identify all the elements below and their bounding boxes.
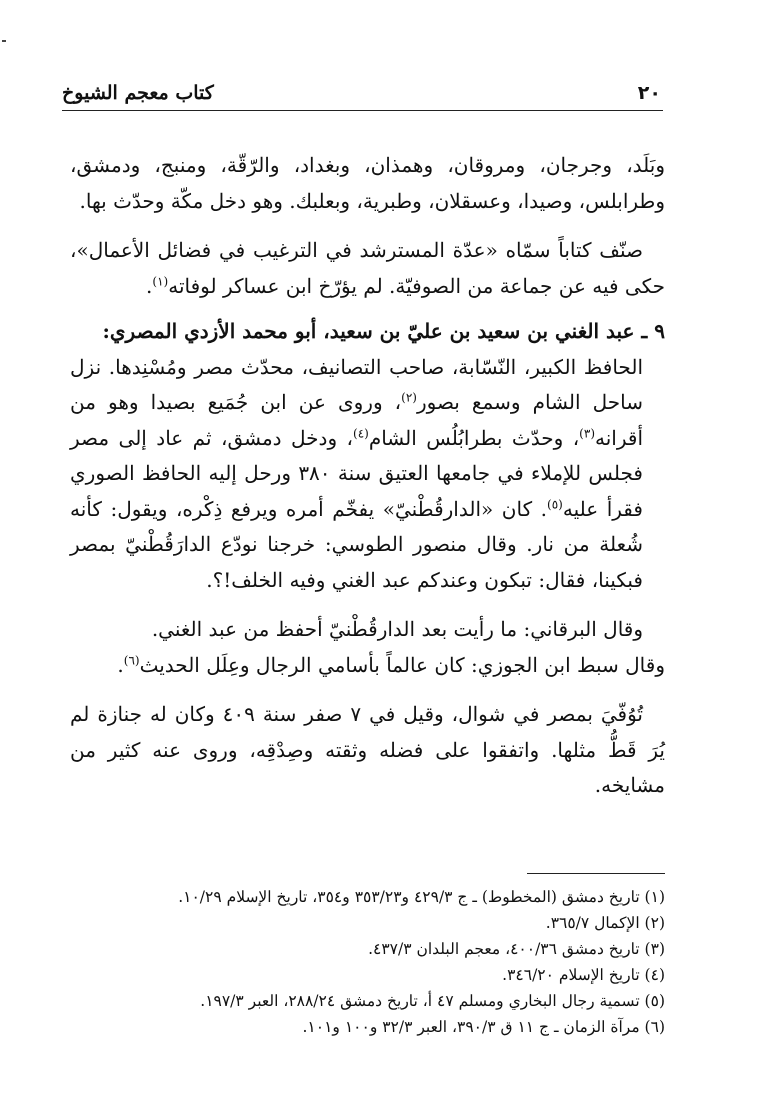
footnote-ref: (٢) <box>401 390 417 405</box>
footnote: (١) تاريخ دمشق (المخطوط) ـ ج ٤٢٩/٣ و٣٥٣/٢٣ و٣٥٤، تاريخ الإسلام ١٠/٢٩. <box>178 888 665 906</box>
paragraph-book: صنّف كتاباً سمّاه «عدّة المسترشد في الترغيب في فضائل الأعمال»، حكى فيه عن جماعة من الصوفيّة. لم يؤرّخ ابن عساكر لوفاته$^{(١)}$. <box>70 238 665 298</box>
bio-text-e: . كان «الدارقُطْنيّ» يفخّم أمره ويرفع ذِكْره، ويقول: كأنه شُعلة من نار. وقال منصور الطوسي: خرجنا نودّع الدارَقُطْنيّ بمصر فبكينا، فقال: تبكون وعندكم عبد الغني وفيه الخلف!؟. <box>70 496 643 592</box>
paragraph-death: تُوُفّيَ بمصر في شوال، وقيل في ٧ صفر سنة ٤٠٩ وكان له جنازة لم يُرَ قَطُّ مثلها. واتفقوا على فضله وثقته وصِدْقِه، وروى عنه كثير من مشايخه. <box>70 702 665 797</box>
bio-text-b: ، وروى عن ابن جُمَيع بصيدا وهو من أقرانه <box>70 390 643 450</box>
paragraph-barqani: وقال البرقاني: ما رأيت بعد الدارقُطْنيّ أحفظ من عبد الغني. <box>151 617 643 641</box>
footnote: (٣) تاريخ دمشق ٤٠٠/٣٦، معجم البلدان ٤٣٧/٣. <box>368 940 665 958</box>
footnote: (٤) تاريخ الإسلام ٣٤٦/٢٠. <box>502 966 665 984</box>
paragraph-book-text: صنّف كتاباً سمّاه «عدّة المسترشد في الترغيب في فضائل الأعمال»، حكى فيه عن جماعة من الصوفيّة. لم يؤرّخ ابن عساكر لوفاته <box>70 238 665 298</box>
footnote: (٢) الإكمال ٣٦٥/٧. <box>545 914 665 932</box>
footnote-separator <box>527 873 665 874</box>
footnote-ref: (٣) <box>579 425 595 440</box>
entry-number: ٩ ـ <box>641 319 665 343</box>
footnote: (٦) مرآة الزمان ـ ج ١١ ق ٣٩٠/٣، العبر ٣٢/٣ و١٠٠ و١٠١. <box>302 1018 665 1036</box>
footnotes <box>120 884 665 1040</box>
bio-text-c: ، وحدّث بطرابُلُس الشام <box>368 425 580 450</box>
page-number: ٢٠ <box>637 82 661 104</box>
page-header <box>62 76 663 111</box>
footnote: (٥) تسمية رجال البخاري ومسلم ٤٧ أ، تاريخ دمشق ٢٨٨/٢٤، العبر ١٩٧/٣. <box>200 992 665 1010</box>
scan-mark <box>2 40 6 42</box>
paragraph-cities: وبَلَد، وجرجان، ومروقان، وهمذان، وبغداد، والرّقّة، ومنبج، ودمشق، وطرابلس، وصيدا، وعسقلان، وطبرية، وبعلبك. وهو دخل مكّة وحدّث بها. <box>70 153 665 213</box>
paragraph-sibt: وقال سبط ابن الجوزي: كان عالماً بأسامي الرجال وعِلَل الحديث$^{(٦)}$. <box>117 652 665 677</box>
bio-text-d: ، ودخل دمشق، ثم عاد إلى مصر فجلس للإملاء في جامعها العتيق سنة ٣٨٠ ورحل إليه الحافظ الصوري فقرأ عليه <box>70 425 643 521</box>
paragraph-sibt-text: وقال سبط ابن الجوزي: كان عالماً بأسامي الرجال وعِلَل الحديث <box>139 652 665 677</box>
footnote-ref: (٦) <box>123 652 140 667</box>
running-title: كتاب معجم الشيوخ <box>62 82 214 104</box>
footnote-ref: (١) <box>152 273 169 288</box>
main-text <box>70 148 665 804</box>
footnote-ref: (٤) <box>353 425 369 440</box>
footnote-ref: (٥) <box>547 496 563 511</box>
entry-heading <box>70 314 665 350</box>
entry-name: عبد الغني بن سعيد بن عليّ بن سعيد، أبو محمد الأزدي المصري: <box>102 319 635 343</box>
bio-text-a: الحافظ الكبير، النّسّابة، صاحب التصانيف، محدّث مصر ومُسْنِدها. نزل ساحل الشام وسمع بصور <box>70 354 643 414</box>
paragraph-biography <box>70 350 665 599</box>
